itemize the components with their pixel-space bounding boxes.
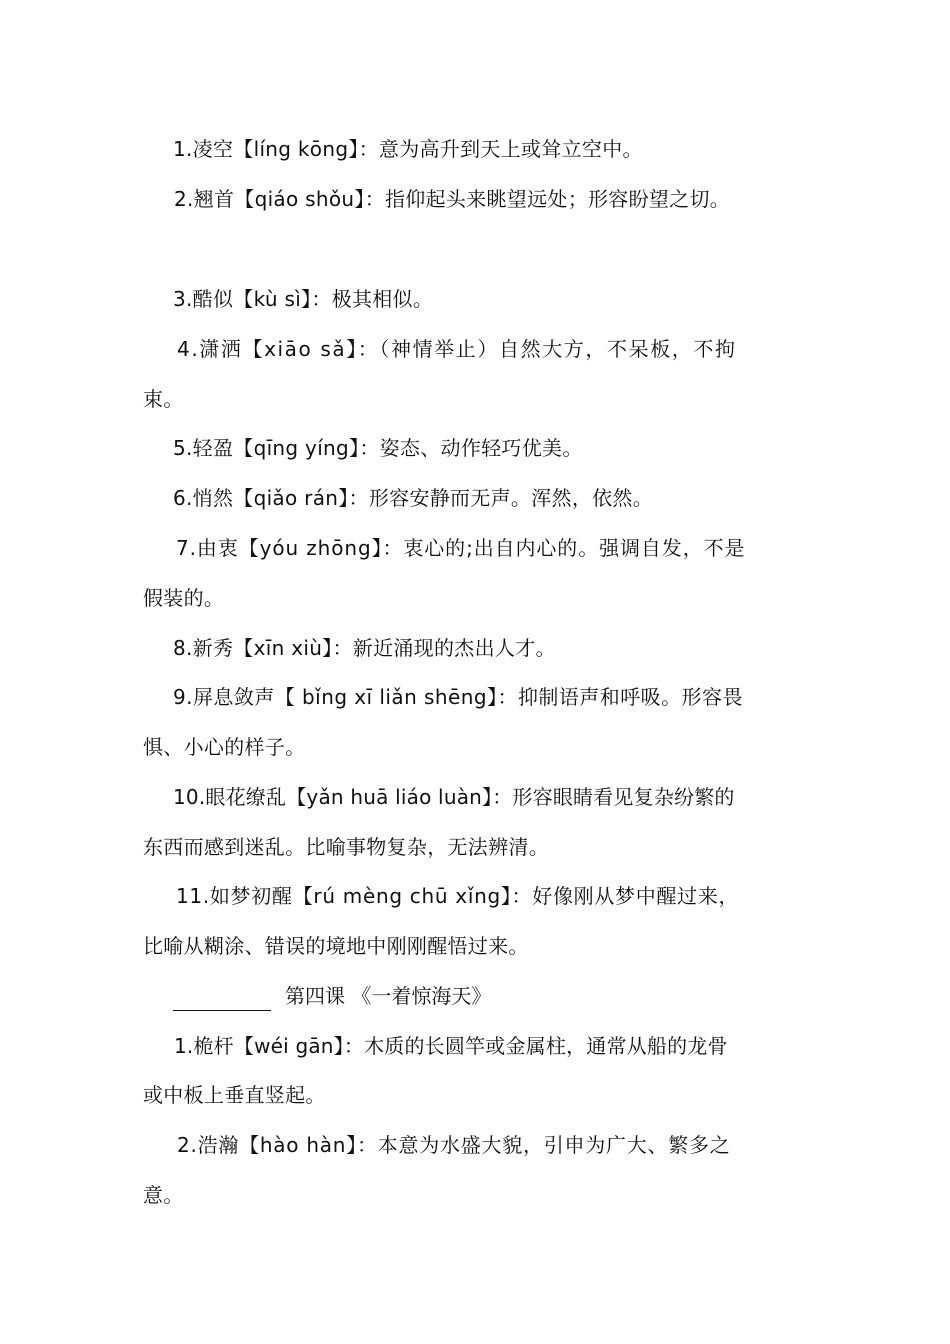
- entry-line-4: 4.潇洒【xiāo sǎ】：（神情举止）自然大方，不呆板，不拘: [177, 337, 737, 361]
- entry-line-8: 8.新秀【xīn xiù】：新近涌现的杰出人才。: [173, 636, 556, 660]
- entry-line-11-cont: 比喻从糊涂、错误的境地中刚刚醒悟过来。: [143, 934, 529, 958]
- entry-line-5: 5.轻盈【qīng yíng】：姿态、动作轻巧优美。: [173, 436, 583, 460]
- entry-line-1: 1.凌空【líng kōng】：意为高升到天上或耸立空中。: [173, 137, 643, 161]
- entry-line-2: 2.翘首【qiáo shǒu】：指仰起头来眺望远处；形容盼望之切。: [174, 187, 731, 211]
- entry-line-11: 11.如梦初醒【rú mèng chū xǐng】：好像刚从梦中醒过来，: [176, 884, 740, 908]
- fill-in-blank: [173, 988, 271, 1011]
- entry-line-13: 2.浩瀚【hào hàn】：本意为水盛大貌，引申为广大、繁多之: [177, 1133, 731, 1157]
- entry-line-7: 7.由衷【yóu zhōng】：衷心的;出自内心的。强调自发，不是: [176, 536, 746, 560]
- entry-line-10-cont: 东西而感到迷乱。比喻事物复杂，无法辨清。: [143, 835, 549, 859]
- entry-line-4-cont: 束。: [143, 387, 184, 411]
- lesson-title: 第四课 《一着惊海天》: [285, 984, 492, 1008]
- lesson-heading: [173, 981, 491, 1011]
- entry-line-13-cont: 意。: [143, 1183, 184, 1207]
- entry-line-6: 6.悄然【qiǎo rán】：形容安静而无声。浑然，依然。: [173, 486, 654, 510]
- entry-line-9: 9.屏息敛声【 bǐng xī liǎn shēng】：抑制语声和呼吸。形容畏: [173, 685, 743, 709]
- entry-line-12: 1.桅杆【wéi gān】：木质的长圆竿或金属柱，通常从船的龙骨: [174, 1034, 728, 1058]
- entry-line-12-cont: 或中板上垂直竖起。: [143, 1083, 326, 1107]
- entry-line-9-cont: 惧、小心的样子。: [143, 735, 306, 759]
- entry-line-3: 3.酷似【kù sì】：极其相似。: [173, 287, 434, 311]
- entry-line-7-cont: 假装的。: [143, 586, 225, 610]
- entry-line-10: 10.眼花缭乱【yǎn huā liáo luàn】：形容眼睛看见复杂纷繁的: [173, 785, 735, 809]
